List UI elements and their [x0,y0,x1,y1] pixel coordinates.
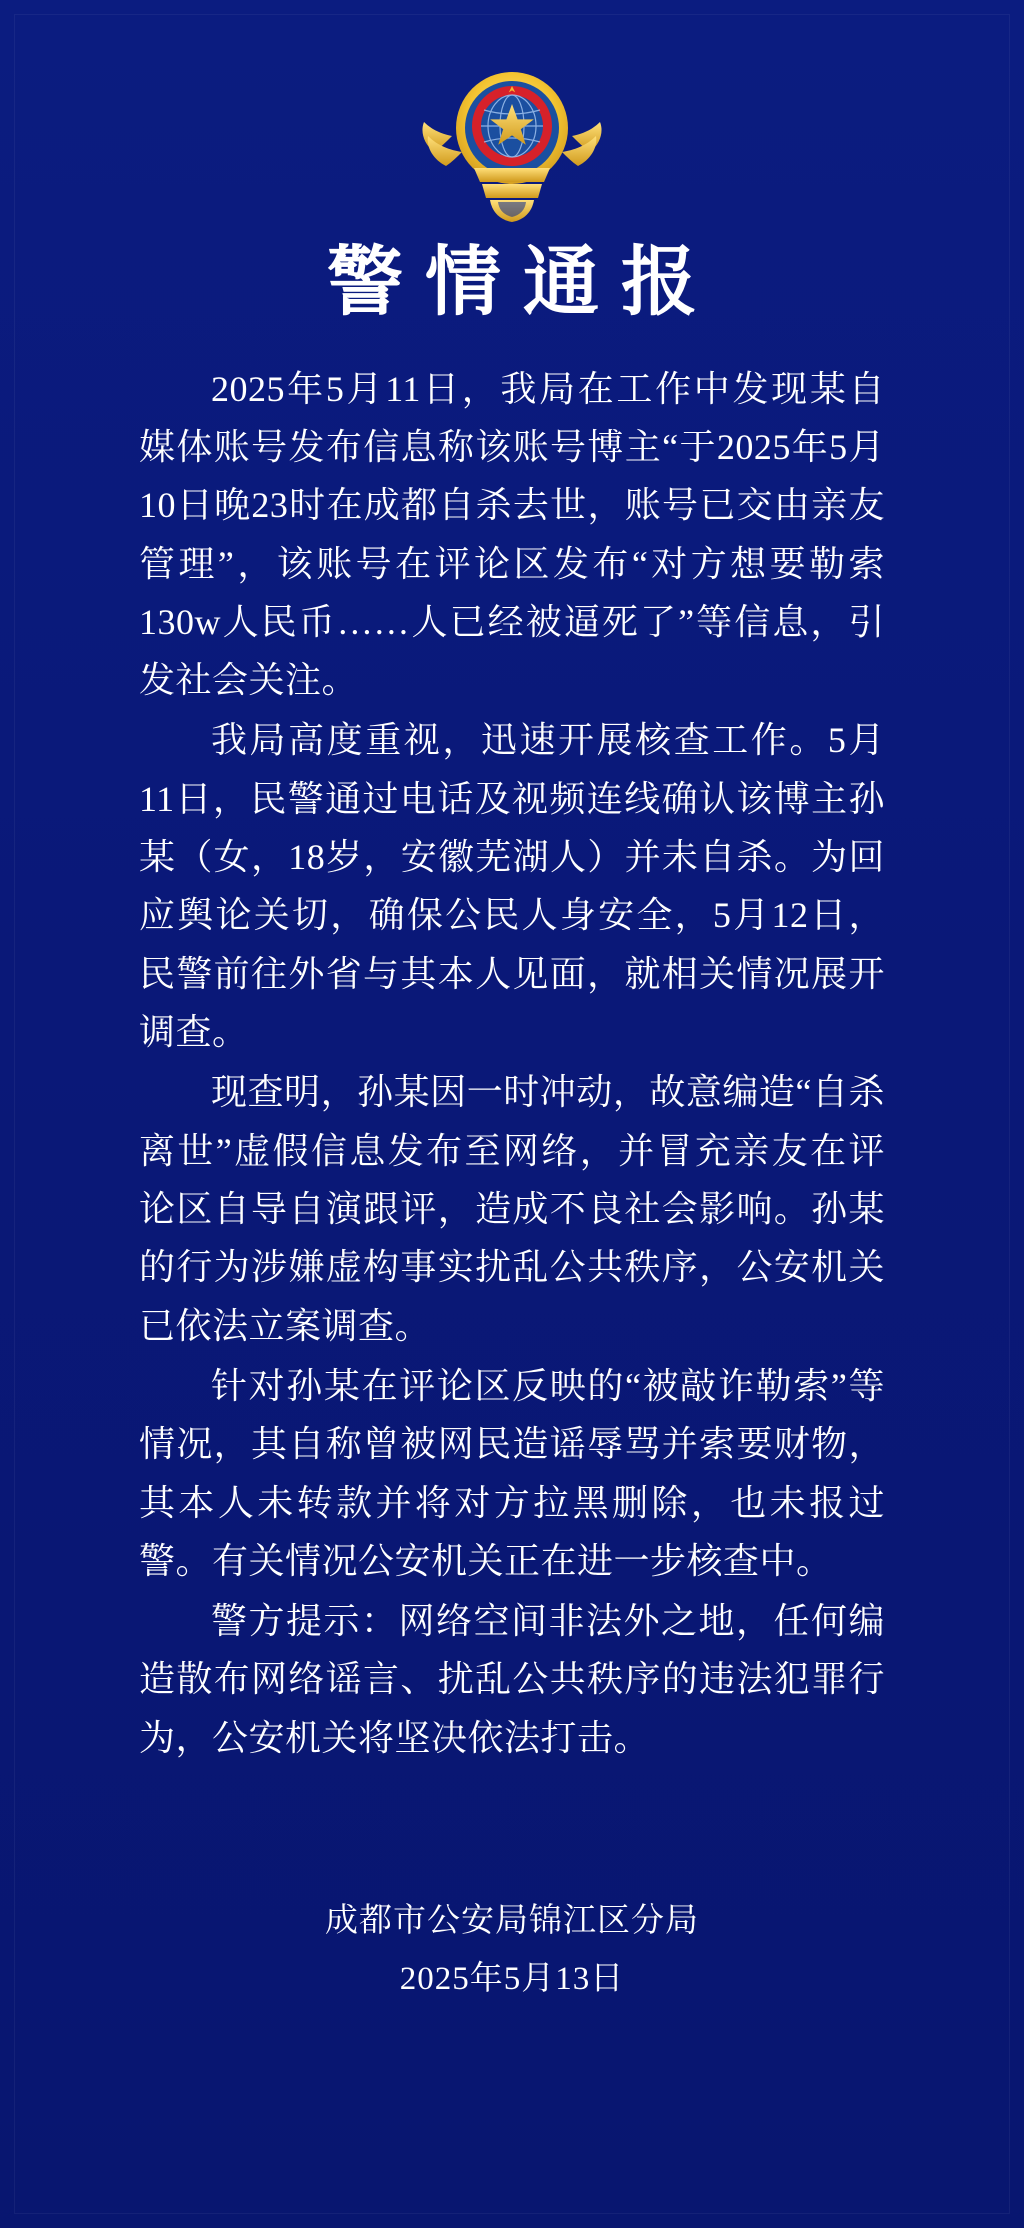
issuing-organization: 成都市公安局锦江区分局 [325,1903,699,1940]
paragraph: 警方提示：网络空间非法外之地，任何编造散布网络谣言、扰乱公共秩序的违法犯罪行为，公安机关将坚决依法打击。 [139,1601,885,1758]
china-police-emblem-icon [412,56,612,224]
issue-date: 2025年5月13日 [399,1960,625,1997]
notice-body [139,360,885,1768]
signature-block [139,1893,885,2009]
emblem-container [0,0,1024,224]
bottom-spacer [0,2009,1024,2129]
paragraph: 针对孙某在评论区反映的“被敲诈勒索”等情况，其自称曾被网民造谣辱骂并索要财物，其本人未转款并将对方拉黑删除，也未报过警。有关情况公安机关正在进一步核查中。 [139,1365,885,1581]
paragraph: 我局高度重视，迅速开展核查工作。5月11日，民警通过电话及视频连线确认该博主孙某（女，18岁，安徽芜湖人）并未自杀。为回应舆论关切，确保公民人身安全，5月12日，民警前往外省与其本人见面，就相关情况展开调查。 [139,720,885,1053]
paragraph: 现查明，孙某因一时冲动，故意编造“自杀离世”虚假信息发布至网络，并冒充亲友在评论区自导自演跟评，造成不良社会影响。孙某的行为涉嫌虚构事实扰乱公共秩序，公安机关已依法立案调查。 [139,1072,885,1346]
paragraph: 2025年5月11日，我局在工作中发现某自媒体账号发布信息称该账号博主“于2025年5月10日晚23时在成都自杀去世，账号已交由亲友管理”，该账号在评论区发布“对方想要勒索130w人民币……人已经被逼死了”等信息，引发社会关注。 [139,368,885,701]
page-title: 警情通报 [327,241,719,325]
